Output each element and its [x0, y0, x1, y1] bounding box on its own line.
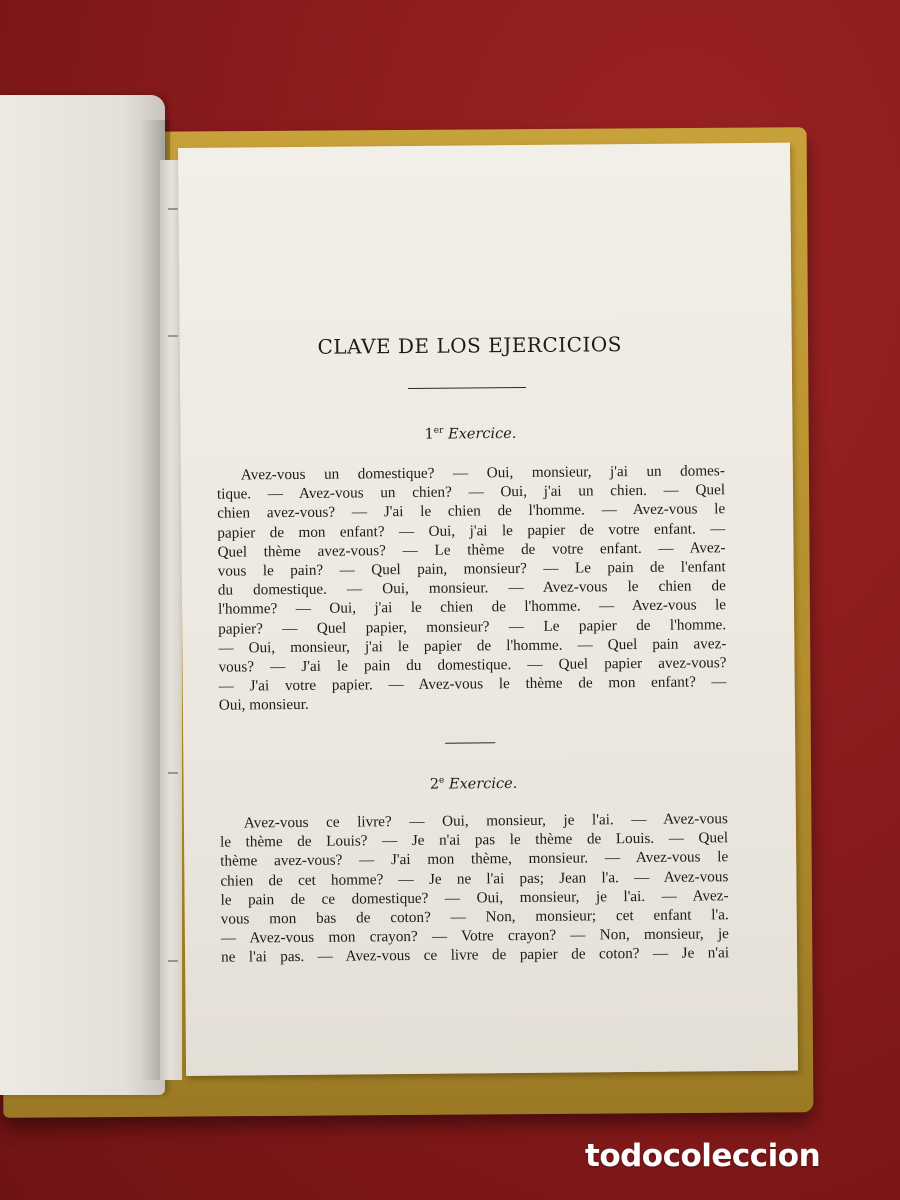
text-line: Oui, monsieur. [218, 696, 309, 715]
text-line: tique. — Avez-vous un chien? — Oui, j'ai un chien. — Quel [216, 481, 726, 503]
exercise-1-title [216, 423, 724, 444]
text-line: Avez-vous un domestique? — Oui, monsieur, j'ai un domes- [240, 462, 725, 484]
text-line: Quel thème avez-vous? — Le thème de votre enfant. — Avez- [217, 539, 726, 561]
exercise-2-number: 2 [429, 776, 440, 793]
text-line: papier de mon enfant? — Oui, j'ai le papier de votre enfant. — [217, 519, 726, 542]
text-line: — Avez-vous mon crayon? — Votre crayon? — Non, monsieur, je [220, 925, 729, 947]
text-line: le thème de Louis? — Je n'ai pas le thème de Louis. — Quel [219, 829, 729, 851]
text-line: — J'ai votre papier. — Avez-vous le thème de mon enfant? — [218, 673, 727, 695]
text-line: — Oui, monsieur, j'ai le papier de l'homme. — Quel pain avez- [218, 635, 727, 657]
exercise-1-number: 1 [424, 426, 434, 443]
text-line: vous le pain? — Quel pain, monsieur? — Le pain de l'enfant [217, 558, 726, 580]
text-line: chien avez-vous? — J'ai le chien de l'homme. — Avez-vous le [217, 500, 726, 523]
binding-stitch [168, 208, 178, 210]
exercise-2-title [219, 773, 727, 794]
text-line: Avez-vous ce livre? — Oui, monsieur, je l'ai. — Avez-vous [243, 810, 728, 832]
binding-stitch [168, 960, 178, 962]
exercise-1-label: Exercice. [448, 425, 517, 443]
text-line: le pain de ce domestique? — Oui, monsieur, je l'ai. — Avez- [220, 887, 729, 909]
text-line: vous? — J'ai le pain du domestique. — Quel papier avez-vous? [218, 654, 727, 676]
right-page [178, 143, 798, 1076]
text-line: thème avez-vous? — J'ai mon thème, monsieur. — Avez-vous le [220, 848, 729, 871]
heading-rule [408, 387, 526, 389]
exercise-1-text [217, 461, 727, 715]
text-line: ne l'ai pas. — Avez-vous ce livre de papier de coton? — Je n'ai [220, 944, 730, 967]
watermark-logo: todocoleccion [585, 1138, 821, 1174]
exercise-2-text [220, 809, 729, 967]
text-line: vous mon bas de coton? — Non, monsieur; cet enfant l'a. [220, 906, 729, 928]
binding-stitch [168, 335, 178, 337]
binding-stitch [168, 772, 178, 774]
exercise-2-label: Exercice. [448, 775, 518, 793]
exercise-2-suffix: e [438, 775, 445, 786]
text-line: chien de cet homme? — Je ne l'ai pas; Jean l'a. — Avez-vous [220, 867, 729, 890]
section-rule [445, 742, 495, 743]
text-line: papier? — Quel papier, monsieur? — Le papier de l'homme. [218, 615, 727, 638]
page-heading: CLAVE DE LOS EJERCICIOS [317, 332, 623, 359]
text-line: du domestique. — Oui, monsieur. — Avez-vous le chien de [217, 577, 726, 599]
text-line: l'homme? — Oui, j'ai le chien de l'homme. — Avez-vous le [217, 596, 727, 619]
exercise-1-suffix: er [433, 425, 444, 436]
